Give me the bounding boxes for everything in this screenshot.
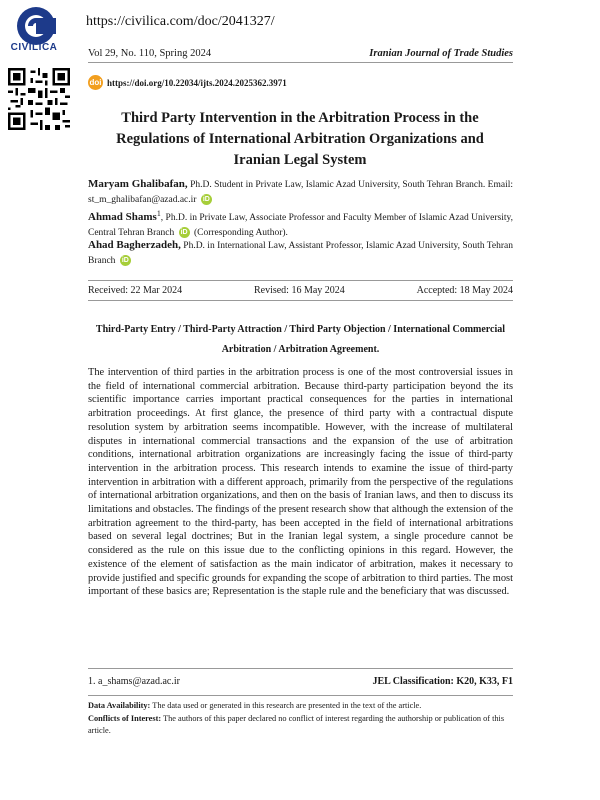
footnote-row: [88, 676, 513, 687]
statements-divider: [88, 695, 513, 696]
journal-issue: Vol 29, No. 110, Spring 2024: [88, 48, 212, 59]
conflicts-label: Conflicts of Interest:: [88, 713, 162, 723]
corresponding-note: (Corresponding Author).: [193, 227, 288, 238]
author-name: Ahmad Shams: [88, 211, 157, 224]
author-affiliation: Ph.D. Student in Private Law, Islamic Azad University, South Tehran Branch. Email: st_m_ghalibafan@azad.ac.ir: [88, 180, 513, 205]
footnote-divider: [88, 668, 513, 669]
orcid-icon[interactable]: iD: [180, 228, 188, 236]
statements: [88, 700, 513, 738]
journal-header: [88, 48, 513, 63]
submission-dates: [88, 280, 513, 301]
author-1: [88, 177, 513, 207]
conflicts-text: The authors of this paper declared no conflict of interest regarding the authorship or publication of this article.: [88, 713, 505, 735]
doi-link[interactable]: https://doi.org/10.22034/ijts.2024.2025362.3971: [107, 77, 287, 88]
paper-title: Third Party Intervention in the Arbitration Process in the Regulations of International Arbitration Organizations and Iranian Legal System: [116, 110, 484, 168]
orcid-icon[interactable]: iD: [202, 195, 210, 203]
author-name: Maryam Ghalibafan,: [88, 178, 188, 190]
doi-icon: doi: [88, 75, 103, 90]
document-url[interactable]: https://civilica.com/doc/2041327/: [86, 14, 275, 29]
received-date: Received: 22 Mar 2024: [88, 285, 183, 296]
keywords: Third-Party Entry / Third-Party Attraction / Third Party Objection / International Commercial Arbitration / Arbitration Agreement.: [95, 324, 506, 355]
jel-classification: JEL Classification: K20, K33, F1: [372, 676, 513, 687]
journal-name: Iranian Journal of Trade Studies: [369, 48, 513, 59]
data-availability-text: The data used or generated in this research are presented in the text of the article.: [152, 701, 422, 710]
abstract-text: The intervention of third parties in the arbitration process is one of the most controversial issues in the field of international commercial arbitration. Because third-party participation beyond the its scientific importance carries important practical consequences for the parties in international arbitration proceedings. At first glance, the presence of third party with a contractual dispute resolution system by arbitration seems incompatible. However, with the increase of multilateral disputes in international commercial transactions and the expansion of the use of arbitration conditions, international arbitration organizations are increasingly facing the issue of third-party intervention in the arbitration process. This research intends to examine the issue of third-party intervention in arbitration with a different approach, primarily from the perspective of the regulations of international arbitration organizations, and then on the basis of Iranian laws, and then to discuss its limitations and obstacles. The findings of the present research show that although the extension of the arbitration agreement to the third-party, has been accepted in the field of international arbitrations based on several legal doctrines; But in the Iranian legal system, a single procedure cannot be considered as the rule on this issue due to the conflicting opinions in this regard. However, the existence of the element of satisfaction as the main indicator of arbitration, makes it necessary to provide justified and specific grounds for expanding the scope of arbitration to third parties. The most important of these basics are; Representation is the staple rule and the beneficiary that was discussed.: [88, 367, 513, 598]
footnote-marker: 1: [156, 209, 161, 218]
civilica-logo-icon[interactable]: [6, 4, 66, 62]
data-availability-label: Data Availability:: [88, 701, 151, 710]
author-3: [88, 238, 513, 268]
qr-code-icon: [8, 68, 70, 130]
data-availability: [88, 700, 513, 713]
author-affiliation: Ph.D. in International Law, Assistant Professor, Islamic Azad University, South Tehran Branch: [88, 241, 514, 266]
conflicts-of-interest: [88, 713, 513, 738]
doi-row: [88, 75, 287, 90]
orcid-icon[interactable]: iD: [121, 256, 129, 264]
author-name: Ahad Bagherzadeh,: [88, 239, 181, 251]
logo-text: CIVILICA: [10, 42, 58, 53]
author-2: [88, 207, 513, 240]
author-affiliation: , Ph.D. in Private Law, Associate Professor and Faculty Member of Islamic Azad University, Central Tehran Branch: [88, 213, 513, 238]
footnote-email: 1. a_shams@azad.ac.ir: [88, 676, 180, 687]
revised-date: Revised: 16 May 2024: [253, 285, 345, 296]
accepted-date: Accepted: 18 May 2024: [416, 285, 513, 296]
